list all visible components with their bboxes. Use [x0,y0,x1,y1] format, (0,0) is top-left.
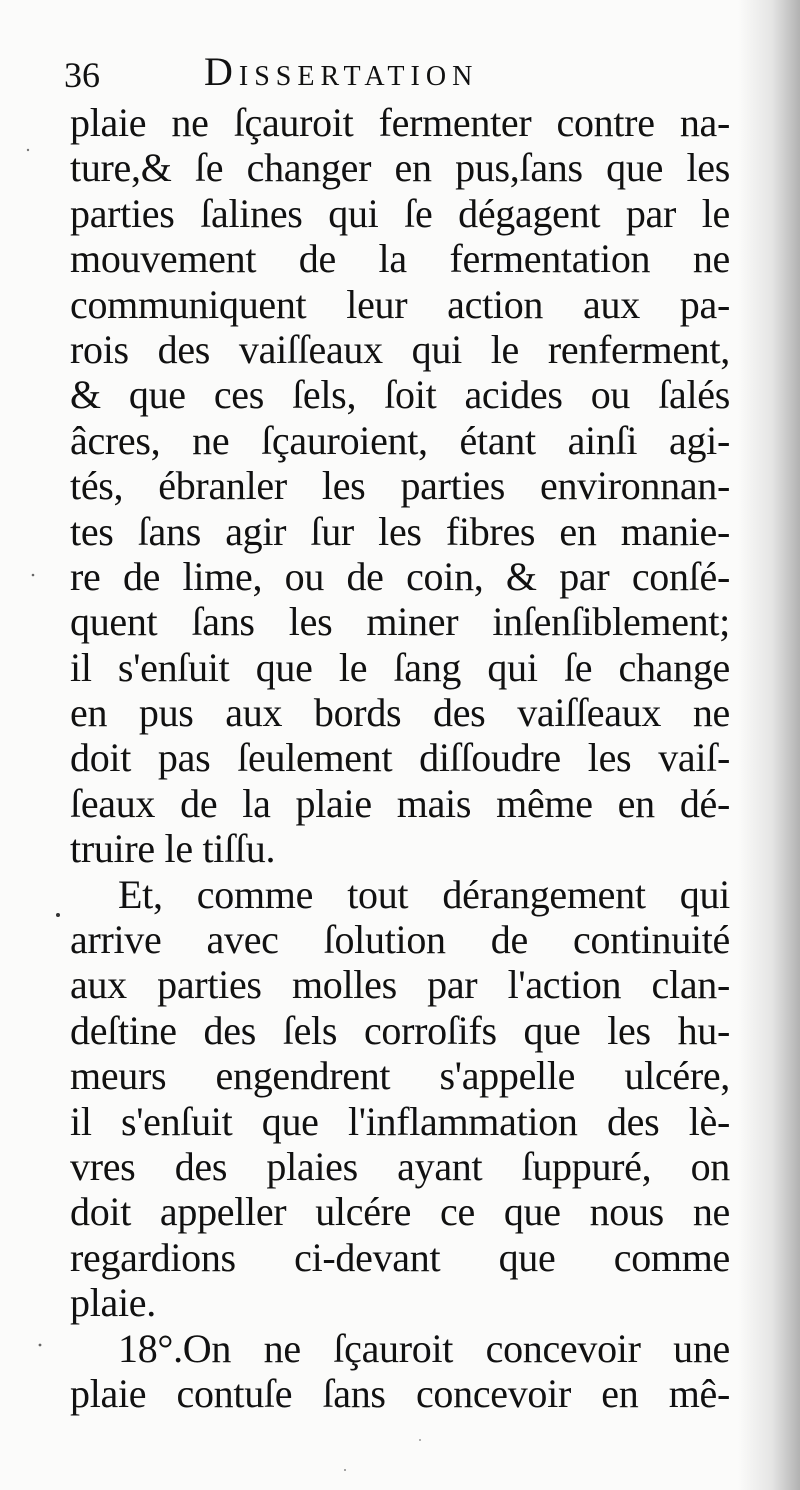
text-line: quent ſans les miner inſenſiblement; [70,599,730,645]
text-line: ture,& ſe changer en pus,ſans que les [70,145,730,191]
text-line-paragraph-end: truire le tiſſu. [70,826,276,872]
text-line: vres des plaies ayant ſuppuré, on [70,1143,730,1189]
text-line: communiquent leur action aux pa- [70,281,730,327]
text-line: en pus aux bords des vaiſſeaux ne [70,690,730,736]
page-number: 36 [64,55,100,95]
text-line: il s'enſuit que l'inflammation des lè- [70,1098,730,1144]
text-line: parties ſalines qui ſe dégagent par le [70,190,730,236]
text-line: meurs engendrent s'appelle ulcére, [70,1053,730,1099]
text-line: doit pas ſeulement diſſoudre les vaiſ- [70,735,730,781]
text-line-paragraph-start: 18°.On ne ſçauroit concevoir une [118,1325,730,1371]
text-line: regardions ci-devant que comme [70,1234,730,1280]
text-line: re de lime, ou de coin, & par conſé- [70,553,730,599]
text-line: tes ſans agir ſur les fibres en manie- [70,508,730,554]
body-text [70,100,730,1416]
text-line: plaie contuſe ſans concevoir en mê- [70,1370,730,1416]
text-line: arrive avec ſolution de continuité [70,917,730,963]
text-line: plaie ne ſçauroit fermenter contre na- [70,100,730,145]
text-line: il s'enſuit que le ſang qui ſe change [70,644,730,690]
page-header [64,48,684,98]
text-line: tés, ébranler les parties environnan- [70,463,730,509]
page-gutter-shadow [738,0,800,1490]
text-line-paragraph-end: plaie. [70,1280,156,1326]
text-line: aux parties molles par l'action clan- [70,962,730,1008]
text-line: & que ces ſels, ſoit acides ou ſalés [70,372,730,418]
text-line: âcres, ne ſçauroient, étant ainſi agi- [70,417,730,463]
text-line: rois des vaiſſeaux qui le renferment, [70,326,730,372]
running-title: Dissertation [204,49,479,94]
text-line: ſeaux de la plaie mais même en dé- [70,780,730,826]
text-line: deſtine des ſels corroſifs que les hu- [70,1007,730,1053]
text-line-paragraph-start: Et, comme tout dérangement qui [118,871,730,917]
text-line: doit appeller ulcére ce que nous ne [70,1189,730,1235]
text-line: mouvement de la fermentation ne [70,236,730,282]
